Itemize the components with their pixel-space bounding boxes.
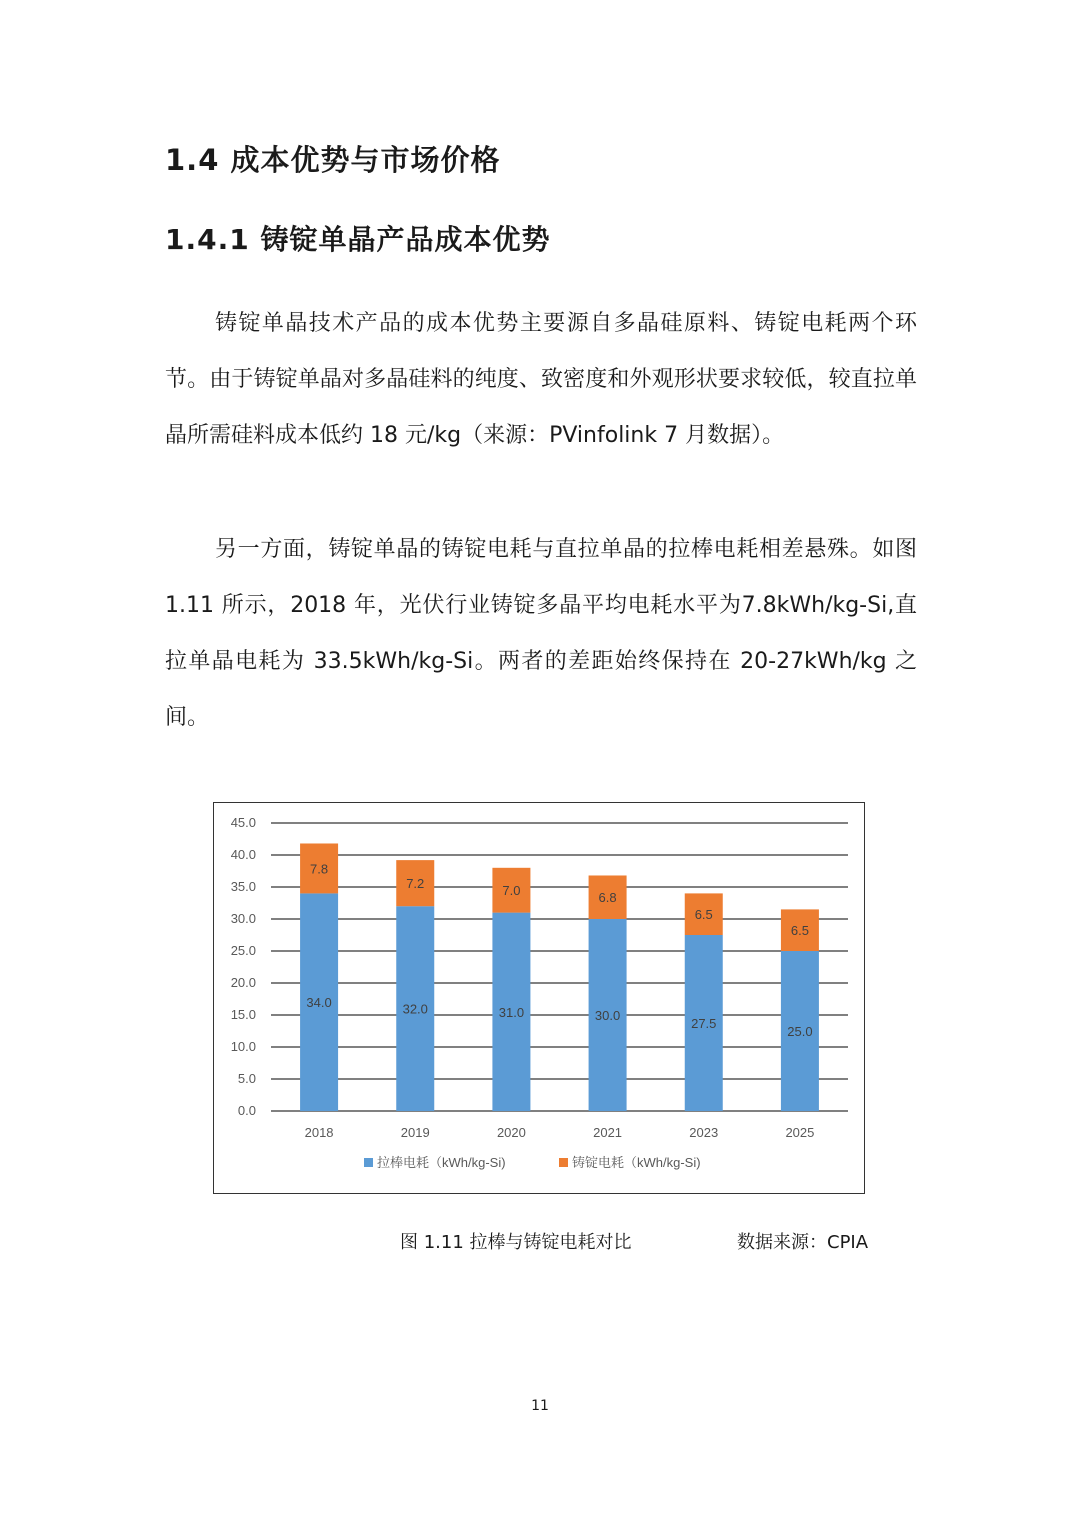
data-label: 6.5 bbox=[790, 923, 809, 939]
data-label: 25.0 bbox=[787, 1024, 813, 1039]
data-label: 30.0 bbox=[594, 1008, 621, 1023]
y-tick-label: 5.0 bbox=[237, 1071, 256, 1086]
x-tick-label: 2025 bbox=[785, 1125, 815, 1140]
x-tick-label: 2018 bbox=[304, 1125, 334, 1140]
legend-swatch-0 bbox=[364, 1158, 373, 1167]
x-tick-label: 2021 bbox=[593, 1125, 623, 1140]
stacked-bar-chart bbox=[214, 803, 866, 1195]
data-label: 31.0 bbox=[498, 1004, 525, 1020]
y-tick-label: 25.0 bbox=[230, 943, 256, 958]
y-tick-label: 45.0 bbox=[230, 815, 256, 830]
page-number: 11 bbox=[531, 1398, 549, 1414]
figure-source: 数据来源：CPIA bbox=[737, 1232, 869, 1253]
body-paragraph-1: 铸锭单晶技术产品的成本优势主要源自多晶硅原料、铸锭电耗两个环节。由于铸锭单晶对多晶硅料的纯度、致密度和外观形状要求较低，较直拉单晶所需硅料成本低约 18 元/kg（来源：PVinfolink 7 月数据）。 bbox=[165, 311, 917, 448]
section-heading: 1.4 成本优势与市场价格 bbox=[165, 143, 501, 177]
data-label: 7.2 bbox=[406, 876, 425, 892]
body-paragraph-2: 另一方面，铸锭单晶的铸锭电耗与直拉单晶的拉棒电耗相差悬殊。如图 1.11 所示，2018 年，光伏行业铸锭多晶平均电耗水平为7.8kWh/kg-Si,直拉单晶电耗为 33.5kWh/kg-Si。两者的差距始终保持在 20-27kWh/kg 之间。 bbox=[165, 537, 917, 730]
y-tick-label: 35.0 bbox=[230, 879, 256, 894]
legend-label: 铸锭电耗（kWh/kg-Si) bbox=[572, 1155, 701, 1170]
data-label: 6.5 bbox=[694, 907, 713, 923]
y-tick-label: 30.0 bbox=[230, 911, 256, 926]
data-label: 7.8 bbox=[310, 861, 329, 877]
legend-swatch-1 bbox=[559, 1158, 568, 1167]
x-tick-label: 2020 bbox=[496, 1125, 526, 1140]
y-tick-label: 40.0 bbox=[230, 847, 256, 862]
subsection-heading: 1.4.1 铸锭单晶产品成本优势 bbox=[165, 223, 551, 256]
chart-figure bbox=[213, 802, 865, 1194]
y-tick-label: 0.0 bbox=[237, 1103, 256, 1118]
figure-caption: 图 1.11 拉棒与铸锭电耗对比 bbox=[400, 1232, 632, 1253]
data-label: 34.0 bbox=[306, 995, 332, 1011]
y-tick-label: 15.0 bbox=[230, 1007, 256, 1022]
data-label: 27.5 bbox=[691, 1016, 717, 1031]
legend-label: 拉棒电耗（kWh/kg-Si) bbox=[377, 1155, 506, 1170]
data-label: 6.8 bbox=[598, 890, 617, 906]
y-tick-label: 20.0 bbox=[230, 975, 256, 990]
x-tick-label: 2019 bbox=[400, 1125, 430, 1140]
data-label: 7.0 bbox=[502, 883, 521, 899]
x-tick-label: 2023 bbox=[689, 1125, 719, 1140]
data-label: 32.0 bbox=[402, 1001, 428, 1017]
y-tick-label: 10.0 bbox=[230, 1039, 256, 1054]
